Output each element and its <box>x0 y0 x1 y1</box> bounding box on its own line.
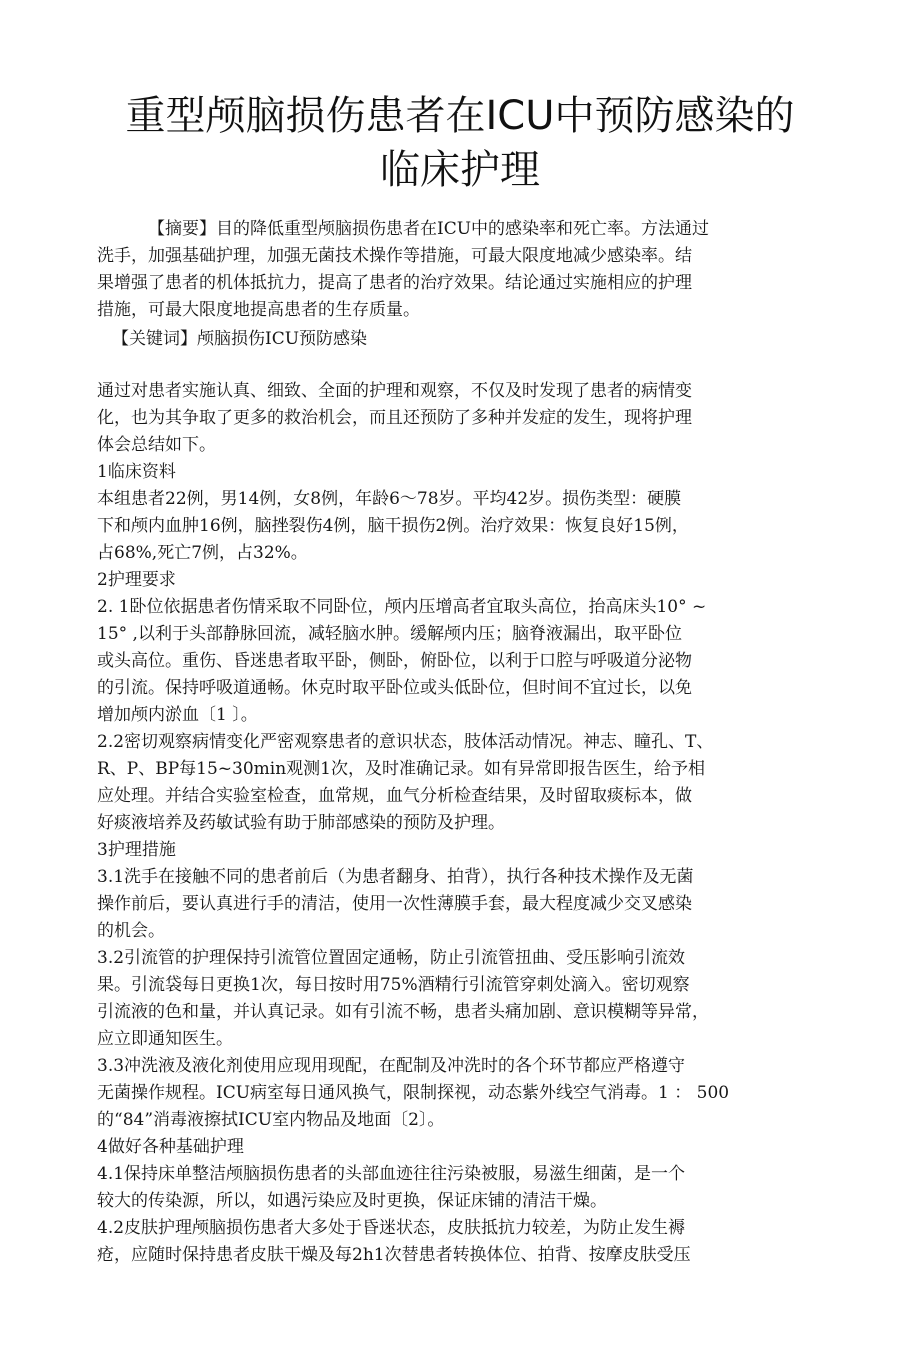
keywords-line: 【关键词】颅脑损伤ICU预防感染 <box>112 329 368 349</box>
body-line: R、P、BP每15~30min观测1次，及时准确记录。如有异常即报告医生，给予相 <box>97 759 705 779</box>
body-line: 较大的传染源，所以，如遇污染应及时更换，保证床铺的清洁干燥。 <box>97 1191 607 1211</box>
section-heading: 1临床资料 <box>97 462 176 482</box>
section-heading: 3护理措施 <box>97 840 176 860</box>
body-line: 3.1洗手在接触不同的患者前后（为患者翻身、拍背），执行各种技术操作及无菌 <box>97 867 694 887</box>
body-line: 体会总结如下。 <box>97 435 216 455</box>
abstract-line: 洗手，加强基础护理，加强无菌技术操作等措施，可最大限度地减少感染率。结 <box>97 246 692 266</box>
document-title-line-1: 重型颅脑损伤患者在ICU中预防感染的 <box>125 93 795 139</box>
abstract-line: 【摘要】目的降低重型颅脑损伤患者在ICU中的感染率和死亡率。方法通过 <box>148 219 710 239</box>
abstract-line: 措施，可最大限度地提高患者的生存质量。 <box>97 300 420 320</box>
body-line: 4.1保持床单整洁颅脑损伤患者的头部血迹往往污染被服，易滋生细菌，是一个 <box>97 1164 686 1184</box>
body-line: 好痰液培养及药敏试验有助于肺部感染的预防及护理。 <box>97 813 505 833</box>
body-line: 2. 1卧位依据患者伤情采取不同卧位，颅内压增高者宜取头高位，抬高床头10° ~ <box>97 597 707 617</box>
body-line: 化，也为其争取了更多的救治机会，而且还预防了多种并发症的发生，现将护理 <box>97 408 692 428</box>
section-heading: 2护理要求 <box>97 570 176 590</box>
body-line: 3.2引流管的护理保持引流管位置固定通畅，防止引流管扭曲、受压影响引流效 <box>97 948 686 968</box>
body-line: 的机会。 <box>97 921 165 941</box>
body-line: 应处理。并结合实验室检查，血常规，血气分析检查结果，及时留取痰标本，做 <box>97 786 692 806</box>
body-line: 疮，应随时保持患者皮肤干燥及每2h1次替患者转换体位、拍背、按摩皮肤受压 <box>97 1245 691 1265</box>
body-line: 2.2密切观察病情变化严密观察患者的意识状态，肢体活动情况。神志、瞳孔、T、 <box>97 732 714 752</box>
body-line: 占68%,死亡7例，占32%。 <box>97 543 308 563</box>
body-line: 下和颅内血肿16例，脑挫裂伤4例，脑干损伤2例。治疗效果：恢复良好15例， <box>97 516 689 536</box>
section-heading: 4做好各种基础护理 <box>97 1137 244 1157</box>
abstract-line: 果增强了患者的机体抵抗力，提高了患者的治疗效果。结论通过实施相应的护理 <box>97 273 692 293</box>
body-line: 引流液的色和量，并认真记录。如有引流不畅，患者头痛加剧、意识模糊等异常， <box>97 1002 709 1022</box>
body-line: 的引流。保持呼吸道通畅。休克时取平卧位或头低卧位，但时间不宜过长，以免 <box>97 678 692 698</box>
body-line: 本组患者22例，男14例，女8例，年龄6～78岁。平均42岁。损伤类型：硬膜 <box>97 489 682 509</box>
body-line: 3.3冲洗液及液化剂使用应现用现配，在配制及冲洗时的各个环节都应严格遵守 <box>97 1056 686 1076</box>
body-line: 通过对患者实施认真、细致、全面的护理和观察，不仅及时发现了患者的病情变 <box>97 381 692 401</box>
body-line: 操作前后，要认真进行手的清洁，使用一次性薄膜手套，最大程度减少交叉感染 <box>97 894 692 914</box>
body-line: 应立即通知医生。 <box>97 1029 233 1049</box>
body-line: 增加颅内淤血〔1 〕。 <box>97 705 258 725</box>
body-line: 的“84”消毒液擦拭ICU室内物品及地面〔2〕。 <box>97 1110 445 1130</box>
body-line: 15° ,以利于头部静脉回流，减轻脑水肿。缓解颅内压；脑脊液漏出，取平卧位 <box>97 624 682 644</box>
body-line: 4.2皮肤护理颅脑损伤患者大多处于昏迷状态，皮肤抵抗力较差，为防止发生褥 <box>97 1218 686 1238</box>
body-line: 无菌操作规程。ICU病室每日通风换气，限制探视，动态紫外线空气消毒。1 ： 500 <box>97 1083 730 1103</box>
body-line: 或头高位。重伤、昏迷患者取平卧，侧卧，俯卧位，以利于口腔与呼吸道分泌物 <box>97 651 692 671</box>
body-line: 果。引流袋每日更换1次，每日按时用75%酒精行引流管穿刺处滴入。密切观察 <box>97 975 690 995</box>
document-title-line-2: 临床护理 <box>380 147 540 193</box>
